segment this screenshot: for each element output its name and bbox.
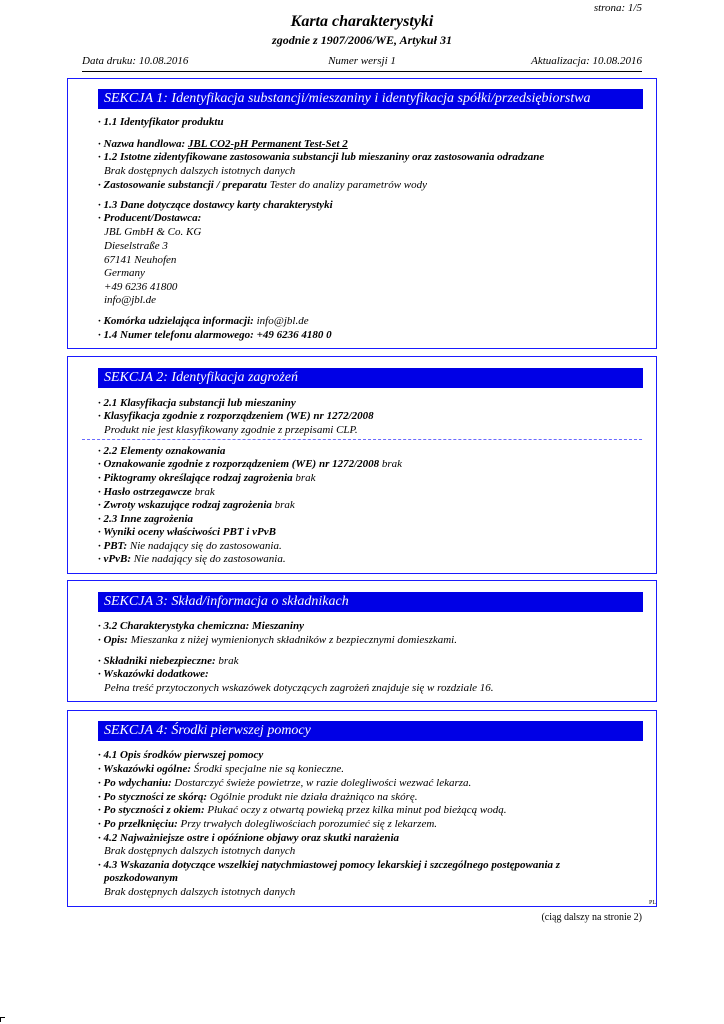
section-3-line: [98, 634, 457, 647]
print-date: Data druku: 10.08.2016: [82, 55, 189, 67]
section-3-line: · 3.2 Charakterystyka chemiczna: Mieszaniny: [98, 620, 304, 632]
section-2-line: · 2.1 Klasyfikacja substancji lub mieszaniny: [98, 397, 296, 409]
document-subtitle: zgodnie z 1907/2006/WE, Artykuł 31: [272, 33, 452, 47]
field-value: Środki specjalne nie są konieczne.: [191, 763, 344, 775]
section-4-line: Brak dostępnych dalszych istotnych danych: [104, 845, 296, 857]
corner-mark: [0, 1017, 5, 1022]
field-label: · Piktogramy określające rodzaj zagrożenia: [98, 472, 293, 484]
field-label: · Składniki niebezpieczne:: [98, 655, 216, 667]
usage-line: [98, 179, 427, 192]
field-label: · Po styczności z okiem:: [98, 804, 205, 816]
trade-name-line: [98, 138, 348, 151]
field-value: brak: [379, 458, 403, 470]
address-line: JBL GmbH & Co. KG: [104, 226, 202, 238]
section-3: [67, 580, 657, 702]
section-2-line: [98, 553, 286, 566]
section-4-line: poszkodowanym: [104, 872, 178, 884]
section-2: [67, 356, 657, 574]
section-2-line: [98, 458, 402, 471]
dashed-divider: [82, 439, 642, 440]
section-2-line: [98, 540, 282, 553]
section-4-line: [98, 763, 344, 776]
field-label: · Zwroty wskazujące rodzaj zagrożenia: [98, 499, 272, 511]
section-4-line: [98, 804, 507, 817]
field-label: · Po wdychaniu:: [98, 777, 172, 789]
address-line: Dieselstraße 3: [104, 240, 168, 252]
section-4-line: [98, 777, 471, 790]
emergency-phone-line: · 1.4 Numer telefonu alarmowego: +49 6236 4180 0: [98, 329, 332, 341]
section-1-line: · 1.1 Identyfikator produktu: [98, 116, 224, 128]
section-1-line: · 1.3 Dane dotyczące dostawcy karty charakterystyki: [98, 199, 333, 211]
field-label: · Hasło ostrzegawcze: [98, 486, 192, 498]
section-4-line: · 4.2 Najważniejsze ostre i opóźnione objawy oraz skutki narażenia: [98, 832, 400, 844]
section-1-line: · 1.2 Istotne zidentyfikowane zastosowania substancji lub mieszaniny oraz zastosowania odradzane: [98, 151, 545, 163]
field-label: · Opis:: [98, 634, 128, 646]
continuation-note: (ciąg dalszy na stronie 2): [541, 912, 642, 923]
field-value: Nie nadający się do zastosowania.: [127, 540, 282, 552]
section-1-heading: SEKCJA 1: Identyfikacja substancji/mieszaniny i identyfikacja spółki/przedsiębiorstwa: [98, 89, 643, 109]
field-label: · Po przełknięciu:: [98, 818, 178, 830]
section-2-line: [98, 486, 215, 499]
section-1-line: Brak dostępnych dalszych istotnych danych: [104, 165, 296, 177]
info-label: · Komórka udzielająca informacji:: [98, 315, 254, 327]
address-line: 67141 Neuhofen: [104, 254, 177, 266]
section-3-heading: SEKCJA 3: Skład/informacja o składnikach: [98, 592, 643, 612]
field-value: Nie nadający się do zastosowania.: [130, 553, 286, 565]
field-label: · Oznakowanie zgodnie z rozporządzeniem (WE) nr 1272/2008: [98, 458, 380, 470]
field-value: Dostarczyć świeże powietrze, w razie dolegliwości wezwać lekarza.: [171, 777, 472, 789]
section-4-line: [98, 818, 437, 831]
language-code: PL: [648, 900, 656, 906]
section-4-line: · 4.1 Opis środków pierwszej pomocy: [98, 749, 264, 761]
section-2-heading: SEKCJA 2: Identyfikacja zagrożeń: [98, 368, 643, 388]
section-1: [67, 78, 657, 349]
address-line: +49 6236 41800: [104, 281, 178, 293]
section-2-line: [98, 472, 316, 485]
page-number: strona: 1/5: [593, 2, 642, 14]
usage-label: · Zastosowanie substancji / preparatu: [98, 179, 268, 191]
field-value: brak: [292, 472, 316, 484]
field-value: Mieszanka z niżej wymienionych składników z bezpiecznymi domieszkami.: [127, 634, 457, 646]
section-4: [67, 710, 657, 907]
address-line: Germany: [104, 267, 145, 279]
document-title: Karta charakterystyki: [290, 13, 434, 30]
section-2-line: · Klasyfikacja zgodnie z rozporządzeniem (WE) nr 1272/2008: [98, 410, 374, 422]
info-line: [98, 315, 309, 328]
header-divider: [82, 71, 642, 72]
section-4-heading: SEKCJA 4: Środki pierwszej pomocy: [98, 721, 643, 741]
field-label: · Wskazówki ogólne:: [98, 763, 192, 775]
section-4-line: Brak dostępnych dalszych istotnych danych: [104, 886, 296, 898]
field-label: · PBT:: [98, 540, 128, 552]
section-1-line: · Producent/Dostawca:: [98, 212, 202, 224]
section-3-line: · Wskazówki dodatkowe:: [98, 668, 209, 680]
field-label: · vPvB:: [98, 553, 131, 565]
usage-value: Tester do analizy parametrów wody: [267, 179, 428, 191]
section-2-line: · 2.2 Elementy oznakowania: [98, 445, 226, 457]
field-value: brak: [191, 486, 215, 498]
trade-name-value: JBL CO2-pH Permanent Test-Set 2: [187, 138, 348, 150]
update-date: Aktualizacja: 10.08.2016: [531, 55, 642, 67]
section-2-line: · Wyniki oceny właściwości PBT i vPvB: [98, 526, 276, 538]
section-2-line: · 2.3 Inne zagrożenia: [98, 513, 194, 525]
version-number: Numer wersji 1: [328, 55, 396, 67]
field-value: brak: [271, 499, 295, 511]
section-3-line: [98, 655, 239, 668]
section-4-line: [98, 791, 418, 804]
section-4-line: · 4.3 Wskazania dotyczące wszelkiej natychmiastowej pomocy lekarskiej i szczególnego postępowania z: [98, 859, 561, 871]
info-value: info@jbl.de: [253, 315, 309, 327]
field-value: Ogólnie produkt nie działa drażniąco na skórę.: [207, 791, 418, 803]
field-value: Przy trwałych dolegliwościach porozumieć się z lekarzem.: [177, 818, 438, 830]
section-2-line: Produkt nie jest klasyfikowany zgodnie z przepisami CLP.: [104, 424, 358, 436]
section-3-line: Pełna treść przytoczonych wskazówek dotyczących zagrożeń znajduje się w rozdziale 16.: [104, 682, 494, 694]
field-label: · Po styczności ze skórą:: [98, 791, 208, 803]
trade-name-label: · Nazwa handlowa:: [98, 138, 188, 150]
section-2-line: [98, 499, 295, 512]
field-value: brak: [215, 655, 239, 667]
field-value: Płukać oczy z otwartą powieką przez kilka minut pod bieżącą wodą.: [204, 804, 507, 816]
address-line: info@jbl.de: [104, 294, 156, 306]
